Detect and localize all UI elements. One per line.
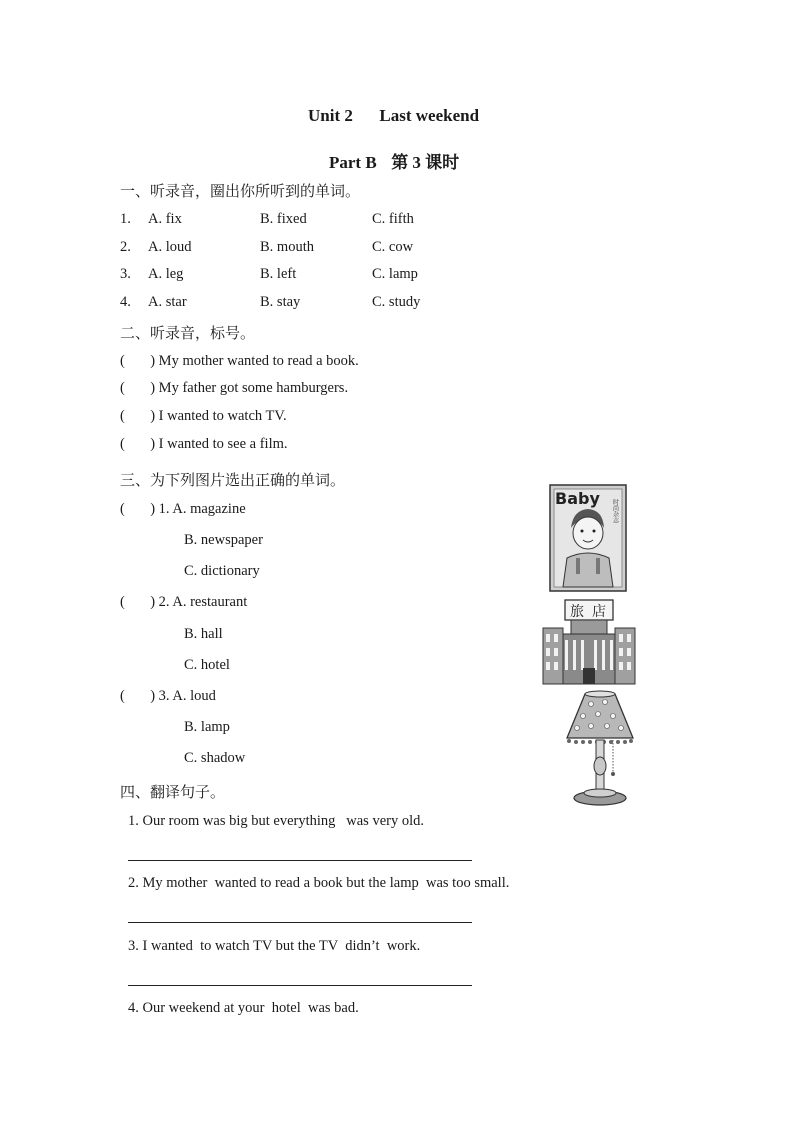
s1-row2-option-b[interactable]: B. mouth [260, 239, 314, 255]
magazine-cover-icon [549, 484, 627, 592]
hotel-sign-left: 旅 [570, 604, 584, 620]
answer-bracket[interactable]: ( ) [120, 501, 156, 517]
s3-q1-num: 1. [158, 501, 170, 517]
s1-row3-num: 3. [120, 266, 131, 282]
s4-item2: 2. My mother wanted to read a book but the lamp was too small. [128, 875, 510, 891]
s1-row3-option-c[interactable]: C. lamp [372, 266, 418, 282]
s1-row2-num: 2. [120, 239, 131, 255]
s1-row1-option-c[interactable]: C. fifth [372, 211, 414, 227]
hotel-building-icon [541, 598, 637, 686]
unit-title-line [308, 106, 479, 126]
s3-q2-option-a: A. restaurant [172, 594, 248, 610]
answer-line-3[interactable] [128, 985, 472, 986]
s1-row1-option-a[interactable]: A. fix [148, 211, 182, 227]
s2-item2 [120, 380, 348, 397]
s3-q2-option-c: C. hotel [184, 657, 230, 673]
part-title-line [329, 148, 459, 173]
answer-bracket[interactable]: ( ) [120, 594, 156, 610]
s2-item2-text: My father got some hamburgers. [158, 380, 349, 396]
s3-q3-option-b: B. lamp [184, 719, 230, 735]
s2-item3 [120, 408, 287, 425]
answer-bracket[interactable]: ( ) [120, 353, 156, 369]
section3-heading: 三、为下列图片选出正确的单词。 [120, 471, 346, 489]
s3-q1-option-a: A. magazine [172, 501, 246, 517]
s2-item3-text: I wanted to watch TV. [158, 408, 287, 424]
s1-row2-option-a[interactable]: A. loud [148, 239, 192, 255]
s3-q1-option-c: C. dictionary [184, 563, 260, 579]
s4-item4: 4. Our weekend at your hotel was bad. [128, 1000, 359, 1016]
s3-q3 [120, 688, 216, 705]
s3-q2 [120, 594, 247, 611]
s2-item4-text: I wanted to see a film. [158, 436, 288, 452]
lesson-label: 第 3 课时 [391, 153, 460, 172]
s2-item1 [120, 353, 359, 370]
table-lamp-icon [563, 688, 637, 810]
s3-q3-option-a: A. loud [172, 688, 216, 704]
s3-q3-num: 3. [158, 688, 170, 704]
s1-row4-option-c[interactable]: C. study [372, 294, 421, 310]
s1-row1-num: 1. [120, 211, 131, 227]
answer-line-1[interactable] [128, 860, 472, 861]
s2-item4 [120, 436, 288, 453]
magazine-side-text: 时尚杂志 [611, 499, 619, 523]
s3-q1-option-b: B. newspaper [184, 532, 263, 548]
answer-bracket[interactable]: ( ) [120, 688, 156, 704]
answer-bracket[interactable]: ( ) [120, 436, 156, 452]
magazine-title: Baby [555, 489, 600, 508]
s3-q2-num: 2. [158, 594, 170, 610]
answer-bracket[interactable]: ( ) [120, 408, 156, 424]
s1-row4-option-b[interactable]: B. stay [260, 294, 301, 310]
section1-heading: 一、听录音，圈出你所听到的单词。 [120, 182, 361, 200]
unit-label: Unit 2 [308, 106, 353, 125]
s3-q1 [120, 501, 246, 518]
s4-item1: 1. Our room was big but everything was very old. [128, 813, 424, 829]
s4-item3: 3. I wanted to watch TV but the TV didn’t work. [128, 938, 421, 954]
s1-row2-option-c[interactable]: C. cow [372, 239, 414, 255]
section4-heading: 四、翻译句子。 [120, 783, 226, 801]
s3-q3-option-c: C. shadow [184, 750, 246, 766]
s1-row4-option-a[interactable]: A. star [148, 294, 187, 310]
s1-row4-num: 4. [120, 294, 131, 310]
answer-bracket[interactable]: ( ) [120, 380, 156, 396]
answer-line-2[interactable] [128, 922, 472, 923]
s1-row3-option-b[interactable]: B. left [260, 266, 297, 282]
unit-name: Last weekend [379, 106, 480, 125]
hotel-sign-right: 店 [592, 604, 606, 620]
s2-item1-text: My mother wanted to read a book. [158, 353, 359, 369]
section2-heading: 二、听录音，标号。 [120, 324, 256, 342]
s1-row1-option-b[interactable]: B. fixed [260, 211, 307, 227]
part-label: Part B [329, 153, 377, 172]
s3-q2-option-b: B. hall [184, 626, 223, 642]
s1-row3-option-a[interactable]: A. leg [148, 266, 184, 282]
